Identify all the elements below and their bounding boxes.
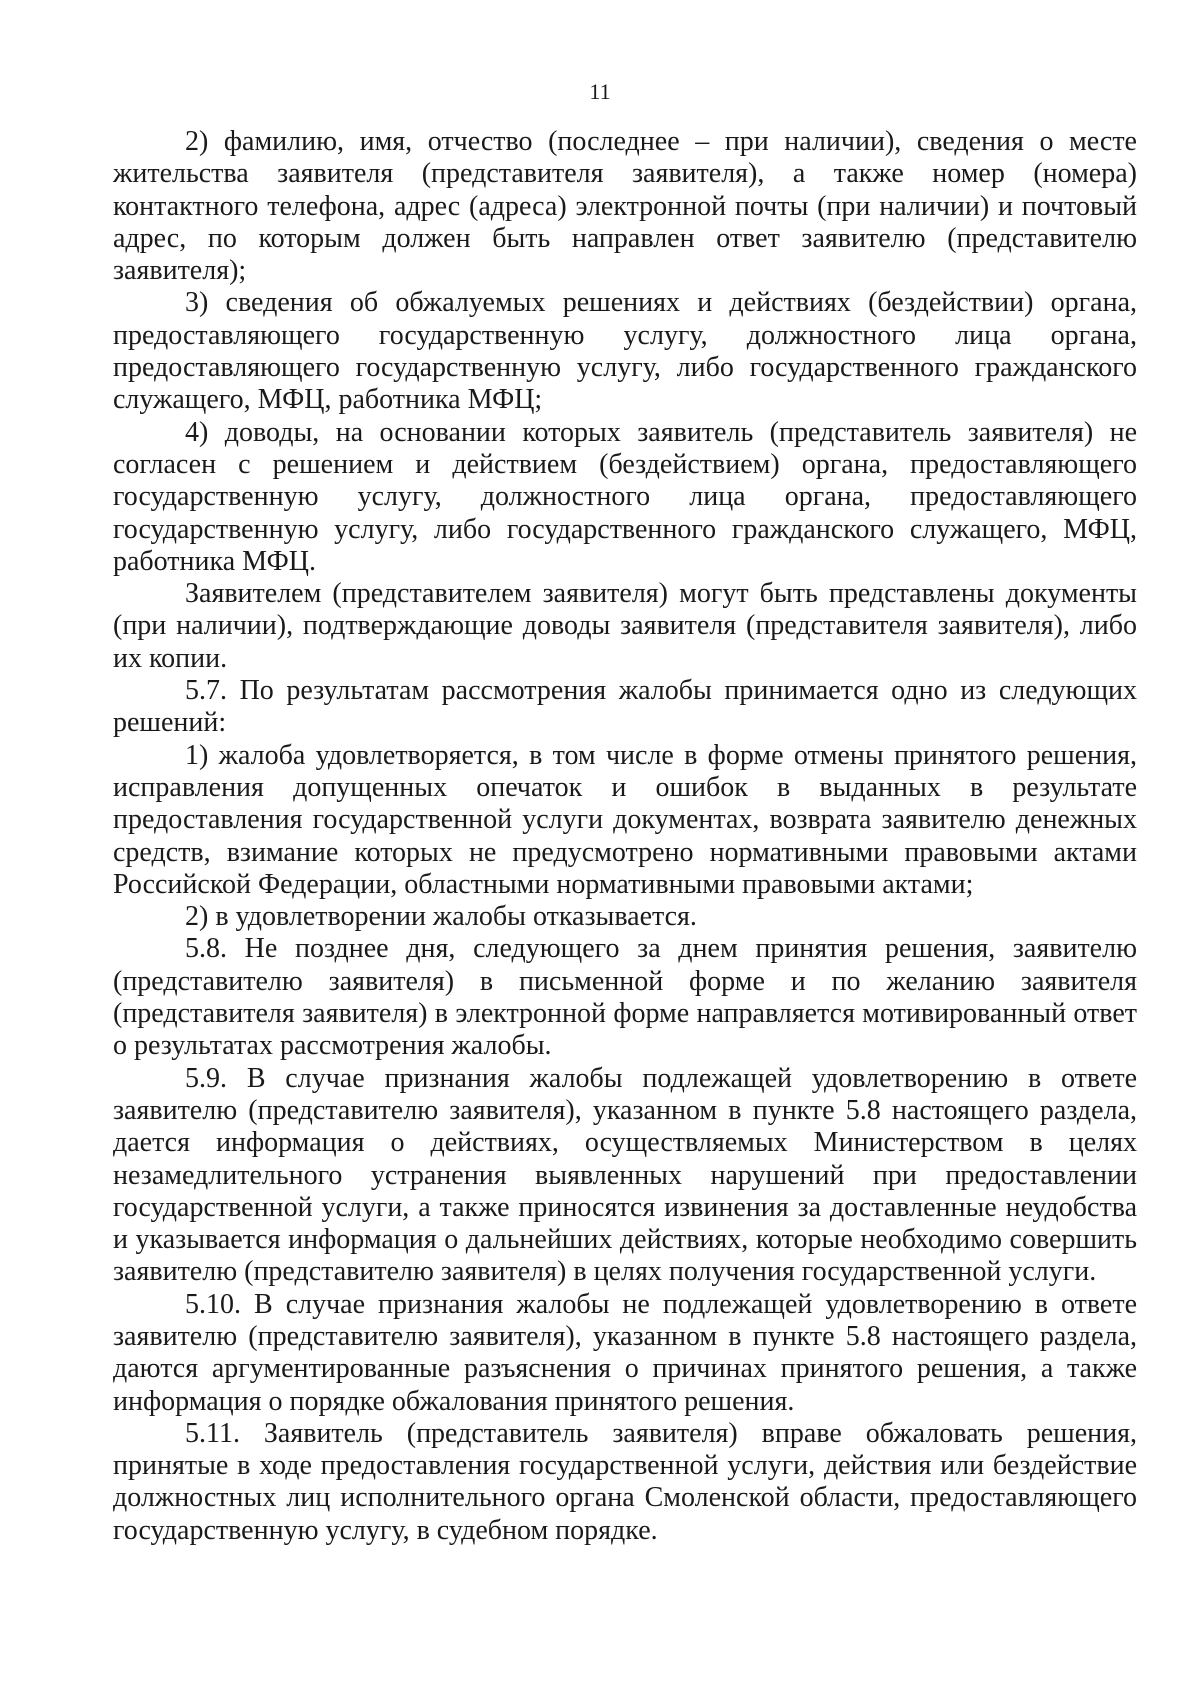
paragraph-5-9: 5.9. В случае признания жалобы подлежащей удовлетворению в ответе заявителю (представителю заявителя), указанном в пункте 5.8 настоящего раздела, дается информация о действиях, осуществляемых Министерством в целях незамедлительного устранения выявленных нарушений при предоставлении государственной услуги, а также приносятся извинения за доставленные неудобства и указывается информация о дальнейших действиях, которые необходимо совершить заявителю (представителю заявителя) в целях получения государственной услуги. bbox=[113, 1062, 1137, 1288]
paragraph-item-3: 3) сведения об обжалуемых решениях и действиях (бездействии) органа, предоставляющего государственную услугу, должностного лица органа, предоставляющего государственную услугу, либо государственного гражданского служащего, МФЦ, работника МФЦ; bbox=[113, 287, 1137, 416]
paragraph-item-4: 4) доводы, на основании которых заявитель (представитель заявителя) не согласен с решением и действием (бездействием) органа, предоставляющего государственную услугу, должностного лица органа, предоставляющего государственную услугу, либо государственного гражданского служащего, МФЦ, работника МФЦ. bbox=[113, 416, 1137, 577]
page-number: 11 bbox=[589, 79, 611, 104]
paragraph-5-10: 5.10. В случае признания жалобы не подлежащей удовлетворению в ответе заявителю (представителю заявителя), указанном в пункте 5.8 настоящего раздела, даются аргументированные разъяснения о причинах принятого решения, а также информация о порядке обжалования принятого решения. bbox=[113, 1288, 1137, 1417]
paragraph-5-7: 5.7. По результатам рассмотрения жалобы принимается одно из следующих решений: bbox=[113, 675, 1137, 739]
paragraph-decision-2: 2) в удовлетворении жалобы отказывается. bbox=[185, 901, 697, 933]
paragraph-5-11: 5.11. Заявитель (представитель заявителя) вправе обжаловать решения, принятые в ходе предоставления государственной услуги, действия или бездействие должностных лиц исполнительного органа Смоленской области, предоставляющего государственную услугу, в судебном порядке. bbox=[113, 1417, 1137, 1546]
paragraph-decision-1: 1) жалоба удовлетворяется, в том числе в форме отмены принятого решения, исправления допущенных опечаток и ошибок в выданных в результате предоставления государственной услуги документах, возврата заявителю денежных средств, взимание которых не предусмотрено нормативными правовыми актами Российской Федерации, областными нормативными правовыми актами; bbox=[113, 739, 1137, 900]
paragraph-item-2: 2) фамилию, имя, отчество (последнее – при наличии), сведения о месте жительства заявителя (представителя заявителя), а также номер (номера) контактного телефона, адрес (адреса) электронной почты (при наличии) и почтовый адрес, по которым должен быть направлен ответ заявителю (представителю заявителя); bbox=[113, 126, 1137, 287]
paragraph-documents: Заявителем (представителем заявителя) могут быть представлены документы (при наличии), подтверждающие доводы заявителя (представителя заявителя), либо их копии. bbox=[113, 578, 1137, 674]
paragraph-5-8: 5.8. Не позднее дня, следующего за днем принятия решения, заявителю (представителю заявителя) в письменной форме и по желанию заявителя (представителя заявителя) в электронной форме направляется мотивированный ответ о результатах рассмотрения жалобы. bbox=[113, 933, 1137, 1062]
document-body bbox=[113, 126, 1137, 1547]
